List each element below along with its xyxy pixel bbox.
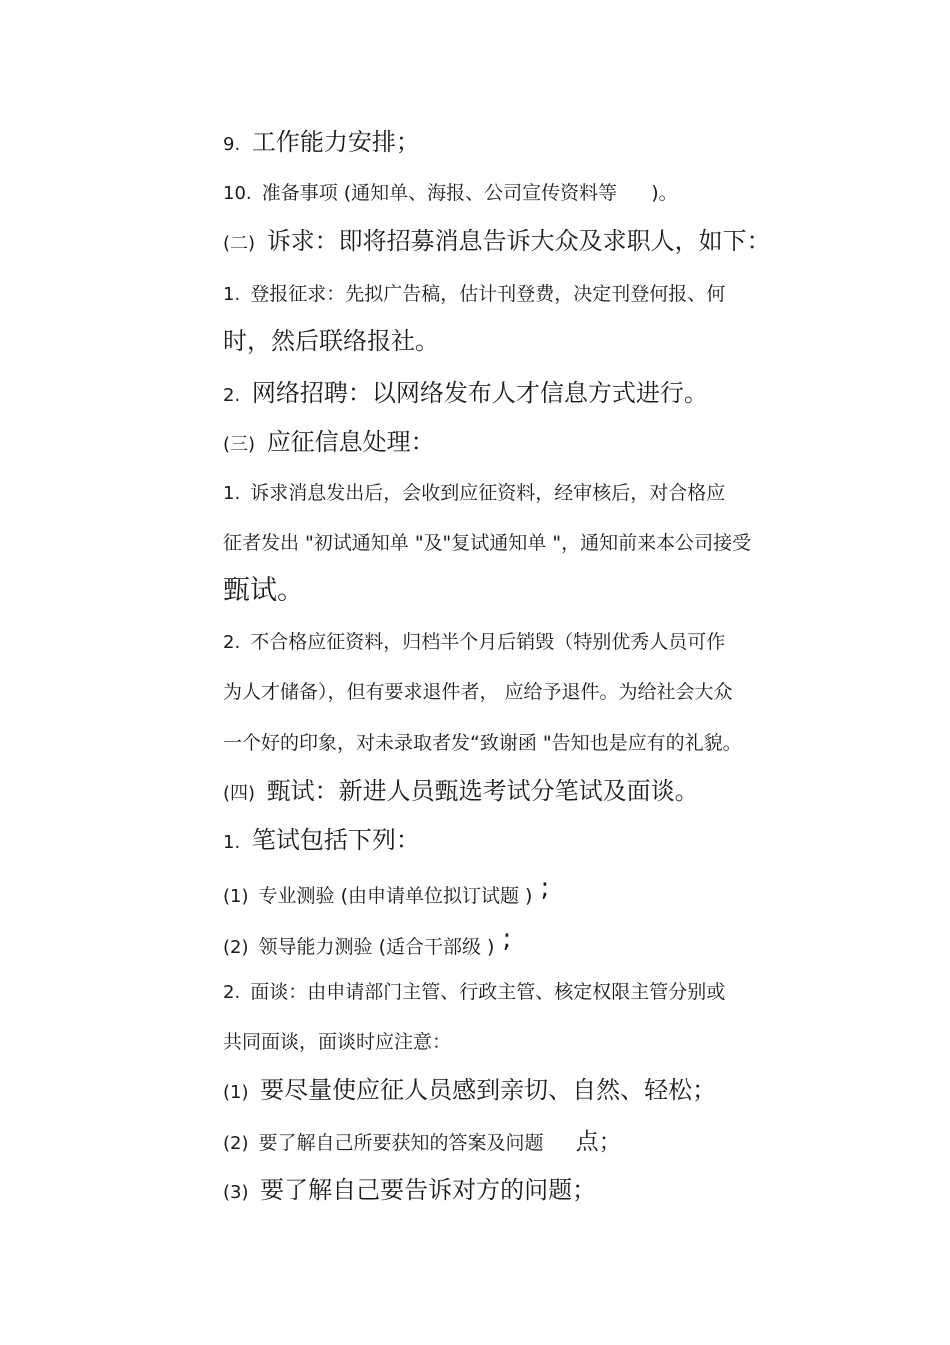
item-text: 要了解自己要告诉对方的问题； [260, 1176, 597, 1204]
item-number: 10. [223, 183, 252, 204]
item-text: 甄试。 [223, 575, 304, 606]
item-text: 专业测验 (由申请单位拟订试题 ) [258, 885, 533, 907]
section-number: (二) [223, 233, 256, 254]
section-text: 甄试：新进人员甄选考试分笔试及面谈。 [266, 777, 699, 805]
item-text: 诉求消息发出后，会收到应征资料，经审核后，对合格应 [250, 482, 726, 504]
section-three-heading [223, 430, 435, 454]
item-text: 一个好的印象，对未录取者发“致谢函 "告知也是应有的礼貌。 [223, 732, 742, 754]
section-number: (三) [223, 434, 256, 455]
item-9-line [223, 130, 420, 154]
item-text: 网络招聘：以网络发布人才信息方式进行。 [251, 379, 708, 407]
item-number: 2. [223, 982, 241, 1003]
item-tail: ; [502, 924, 512, 954]
item-line [223, 381, 708, 405]
item-number: 9. [223, 134, 241, 155]
item-text: 笔试包括下列： [251, 826, 420, 854]
sub-item-number: (3) [223, 1182, 249, 1203]
item-tail: ; [540, 873, 550, 903]
item-text: 时，然后联络报社。 [223, 327, 439, 355]
item-text: 要尽量使应征人员感到亲切、自然、轻松； [260, 1076, 717, 1104]
item-text: 共同面谈，面谈时应注意： [223, 1031, 452, 1053]
continuation-line [223, 683, 733, 702]
sub-item-line [223, 1178, 596, 1202]
item-line [223, 983, 725, 1002]
item-line [223, 828, 420, 852]
item-tail: 点； [575, 1129, 622, 1155]
section-number: (四) [223, 783, 256, 804]
item-line [223, 484, 725, 503]
section-two-heading [223, 229, 771, 253]
item-number: 1. [223, 284, 241, 305]
sub-item-number: (2) [223, 1133, 249, 1154]
item-text: 为人才储备），但有要求退件者， 应给予退件。为给社会大众 [223, 681, 733, 703]
item-10-line [223, 184, 678, 203]
item-text: 工作能力安排； [251, 128, 420, 156]
sub-item-line [223, 1078, 716, 1102]
sub-item-line [223, 924, 512, 958]
continuation-line [223, 534, 751, 553]
item-line [223, 285, 725, 304]
continuation-line [223, 329, 439, 353]
item-number: 1. [223, 483, 241, 504]
item-text: 不合格应征资料，归档半个月后销毁（特别优秀人员可作 [250, 631, 726, 653]
item-text: 登报征求：先拟广告稿，估计刊登费，决定刊登何报、何 [250, 283, 726, 305]
sub-item-line [223, 1131, 622, 1154]
sub-item-number: (2) [223, 937, 249, 958]
continuation-line [223, 734, 742, 753]
section-text: 诉求：即将招募消息告诉大众及求职人，如下： [266, 227, 771, 255]
item-number: 2. [223, 385, 241, 406]
item-number: 2. [223, 632, 241, 653]
item-text: 要了解自己所要获知的答案及问题 [258, 1132, 544, 1154]
continuation-line [223, 1033, 451, 1052]
sub-item-number: (1) [223, 886, 249, 907]
sub-item-number: (1) [223, 1082, 249, 1103]
section-text: 应征信息处理： [266, 428, 435, 456]
item-line [223, 633, 725, 652]
section-four-heading [223, 779, 699, 803]
item-tail: )。 [651, 182, 678, 204]
item-text: 领导能力测验 (适合干部级 ) [258, 936, 495, 958]
item-text: 征者发出 "初试通知单 "及"复试通知单 "，通知前来本公司接受 [223, 532, 752, 554]
item-text: 面谈：由申请部门主管、行政主管、核定权限主管分别或 [250, 981, 726, 1003]
item-number: 1. [223, 832, 241, 853]
sub-item-line [223, 873, 550, 907]
continuation-line [223, 577, 304, 604]
item-text: 准备事项 (通知单、海报、公司宣传资料等 [261, 182, 618, 204]
